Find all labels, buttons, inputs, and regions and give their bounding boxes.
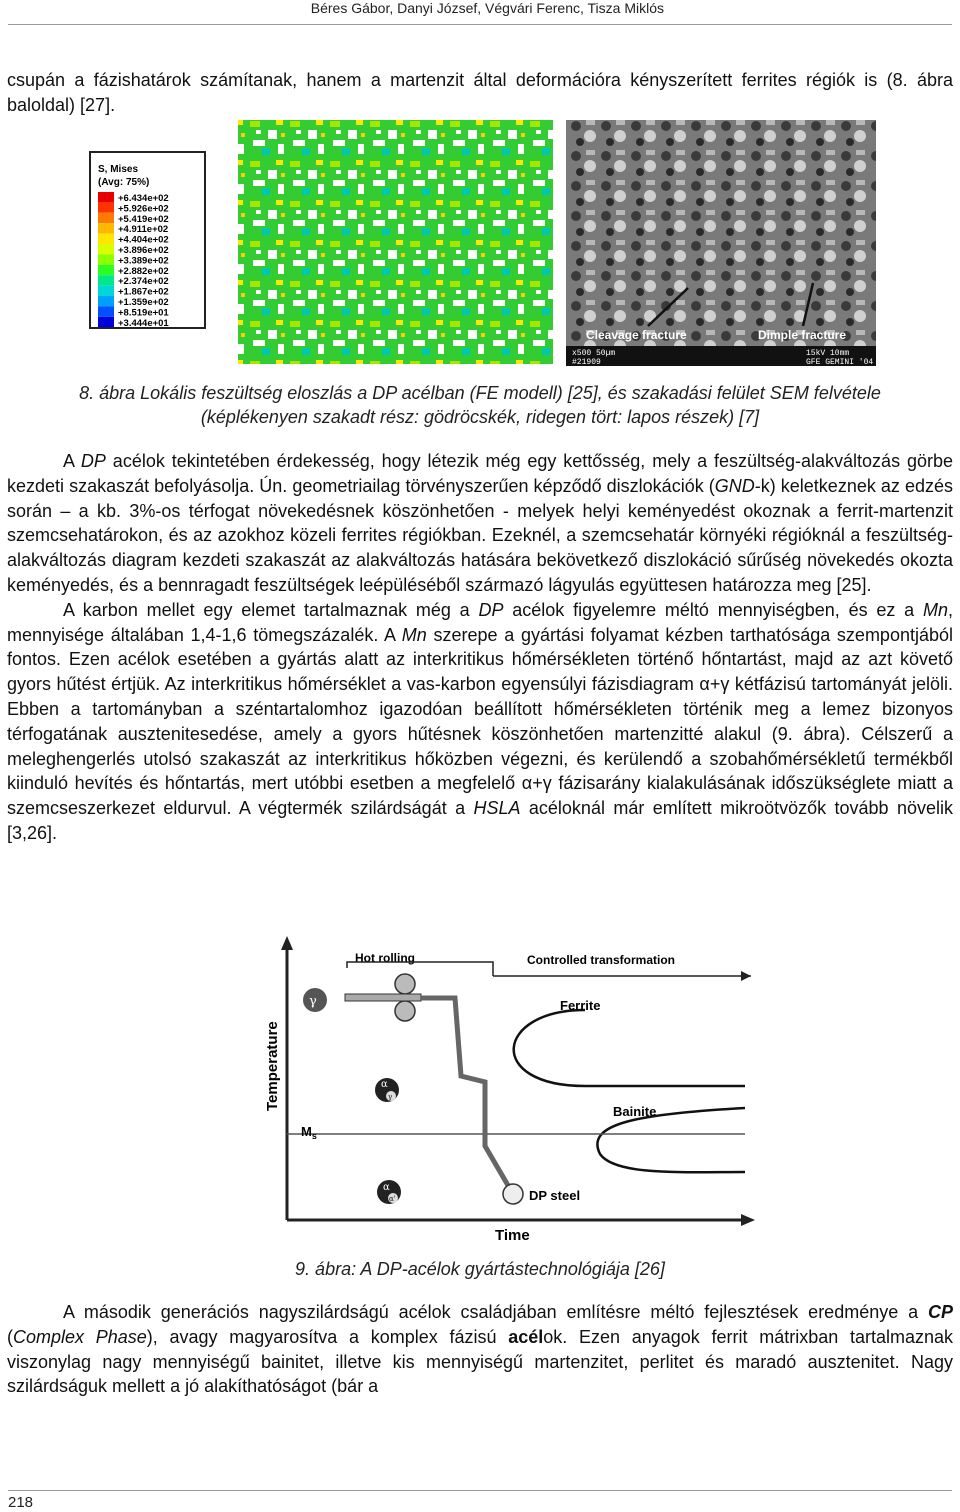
- legend-swatch: [98, 286, 114, 296]
- intro-text: csupán a fázishatárok számítanak, hanem a martenzit által deformációra kényszerített ferrites régiók is (8. ábra baloldal) [27].: [7, 70, 953, 115]
- p2-text-c: , mennyisége általában 1,4-1,6 tömegszázalék. A: [7, 599, 953, 645]
- legend-value: +4.911e+02: [118, 224, 169, 236]
- p2-text-d: szerepe a gyártási folyamat kézben tarthatósága szempontjából fontos. Ezen acélok esetében a gyártás alatt az interkritikus hőmérsékleten történő hőntartást, majd az azt követő gyors hűtést értjük. Az interkritikus hőmérséklet a vas-karbon egyensúlyi fázisdiagram α+γ kétfázisú tartományát jelöli. Ebben a tartományban a széntartalomhoz igazodóan beállított hőmérsékleten történik meg a lemez bizonyos térfogatának ausztenitesedése, amely a gyors hűtésnek köszönhetően martenzitté alakul (9. ábra). Célszerű a meleghengerlés utolsó szakaszát az interkritikus hőközben végezni, és kerülendő a szobahőmérsékletű termékből kiinduló hevítés és hőntartás, mert utóbbi esetben a megfelelő α+γ fázisarány kialakulásának időszükséglete miatt a szemcseszerkezet eldurvul. A végtermék szilárdságát a: [7, 624, 953, 819]
- p2-dp: DP: [478, 599, 504, 620]
- legend-swatch: [98, 244, 114, 254]
- controlled-transformation-label: Controlled transformation: [527, 953, 676, 967]
- p3-text-b: (: [7, 1326, 13, 1347]
- roller-bottom: [395, 1001, 415, 1021]
- legend-swatch: [98, 223, 114, 233]
- legend-value: +5.419e+02: [118, 213, 169, 225]
- bainite-label: Bainite: [613, 1104, 657, 1119]
- roller-top: [395, 974, 415, 994]
- time-label: Time: [495, 1227, 530, 1244]
- legend-swatch: [98, 317, 114, 327]
- legend-swatch: [98, 275, 114, 285]
- p1-text-c: -k) keletkeznek az edzés során – a kb. 3%-os térfogat növekedésnek köszönhetően - melyek helyi keményedést okoznak a ferrit-martenzit szemcsehatárokon, és az azokhoz közeli ferrites régiókban. Ezeknél, a szemcsehatár környéki régióknál a feszültség-alakváltozás diagram kezdeti szakaszát az alakváltozás hatására bekövetkező diszlokáció sűrűség növekedés okozta keményedés, és a bennragadt feszültségek leépüléséből származó lágyulás együttesen határozza meg [25].: [7, 475, 953, 595]
- sem-id-left: #21909: [572, 358, 601, 367]
- p2-mn-1: Mn: [922, 599, 948, 620]
- p2-text-a: A karbon mellet egy elemet tartalmaznak még a: [63, 599, 479, 620]
- intro-paragraph: [7, 68, 953, 118]
- fem-legend-avg: (Avg: 75%): [98, 177, 150, 188]
- legend-value: +3.444e+01: [118, 317, 169, 329]
- sem-id-right: GFE GEMINI '04: [806, 358, 874, 367]
- p3-text-d: ok. Ezen anyagok ferrit mátrixban tartalmaznak viszonylag nagy mennyiségű bainitet, illetve kis mennyiségű martenzitet, perlitet és maradó ausztenitet. Nagy szilárdságuk mellett a jó alakíthatóságot (bár a: [7, 1326, 953, 1397]
- header-rule: [8, 24, 952, 25]
- header-authors: Béres Gábor, Danyi József, Végvári Ferenc, Tisza Miklós: [310, 0, 664, 16]
- p3-acel: acél: [508, 1326, 544, 1347]
- sem-scale-right: 15kV 10mm: [806, 349, 850, 358]
- p2-text-b: acélok figyelemre méltó mennyiségben, és ez a: [503, 599, 923, 620]
- legend-swatch: [98, 213, 114, 223]
- p2-hsla: HSLA: [473, 798, 521, 819]
- legend-swatch: [98, 296, 114, 306]
- sem-label-dimple: Dimple fracture: [758, 328, 847, 342]
- figure-8-caption: 8. ábra Lokális feszültség eloszlás a DP acélban (FE modell) [25], és szakadási felület SEM felvétele (képlékenyen szakadt rész: gödröcskék, ridegen tört: lapos részek) [7]: [79, 383, 881, 427]
- legend-value: +3.896e+02: [118, 245, 169, 256]
- paragraph-3: [7, 1300, 953, 1399]
- legend-value: +6.434e+02: [118, 193, 169, 204]
- page-header: [0, 0, 960, 24]
- p3-cp: CP: [927, 1302, 953, 1322]
- figure-9: [255, 936, 755, 1248]
- sem-label-cleavage: Cleavage fracture: [586, 328, 687, 342]
- legend-value: +2.374e+02: [118, 276, 169, 288]
- p1-text-b: acélok tekintetében érdekesség, hogy létezik még egy kettősség, mely a feszültség-alakváltozás görbe kezdeti szakaszát befolyásolja. Ún. geometriailag törvényszerűen képződő diszlokációk (: [7, 451, 953, 496]
- fem-legend-title: S, Mises: [98, 164, 139, 175]
- legend-value: +8.519e+01: [118, 307, 169, 319]
- page-number: 218: [8, 1494, 34, 1511]
- legend-swatch: [98, 234, 114, 244]
- alpha-symbol-2: α: [383, 1182, 390, 1193]
- legend-swatch: [98, 265, 114, 275]
- figure-8: [88, 118, 878, 368]
- dp-steel-label: DP steel: [529, 1188, 581, 1203]
- p3-text-a: A második generációs nagyszilárdságú acélok családjában említésre méltó fejlesztések eredménye a: [63, 1302, 928, 1322]
- paragraph-1: [7, 449, 953, 846]
- legend-value: +3.389e+02: [118, 255, 169, 267]
- ferrite-label: Ferrite: [560, 998, 601, 1013]
- alpha-symbol-1: α: [381, 1079, 388, 1090]
- ms-label: $M_s$: [301, 1124, 317, 1141]
- fem-legend-rows: [98, 192, 169, 329]
- figure-9-caption: 9. ábra: A DP-acélok gyártástechnológiája [26]: [295, 1259, 665, 1279]
- dp-steel-microstructure: [503, 1184, 523, 1204]
- legend-swatch: [98, 254, 114, 264]
- legend-value: +4.404e+02: [118, 234, 169, 246]
- sem-scale-left: x500 50µm: [572, 349, 616, 358]
- legend-swatch: [98, 192, 114, 202]
- legend-swatch: [98, 306, 114, 316]
- p1-text-a: A: [63, 451, 81, 471]
- alpha-prime-symbol: α': [389, 1195, 396, 1203]
- p2-text-e: acéloknál már említett mikroötvözők tovább növelik [3,26].: [7, 798, 953, 843]
- legend-value: +2.882e+02: [118, 265, 169, 277]
- legend-value: +1.359e+02: [118, 297, 169, 308]
- legend-value: +5.926e+02: [118, 203, 169, 215]
- footer-rule: [8, 1490, 952, 1491]
- hot-rolling-label: Hot rolling: [355, 951, 415, 965]
- p1-dp: DP: [80, 451, 106, 471]
- gamma-symbol-2: γ: [388, 1093, 393, 1101]
- temperature-label: Temperature: [264, 1021, 281, 1111]
- p1-gnd: GND: [714, 475, 755, 496]
- cooling-path: [421, 998, 513, 1194]
- p2-mn-2: Mn: [401, 624, 427, 645]
- p3-complex-phase: Complex Phase: [13, 1326, 147, 1347]
- p3-text-c: ), avagy magyarosítva a komplex fázisú: [146, 1326, 509, 1347]
- gamma-symbol: γ: [309, 994, 317, 1009]
- legend-swatch: [98, 202, 114, 212]
- legend-value: +1.867e+02: [118, 286, 169, 298]
- fem-stress-map: [238, 120, 553, 364]
- ferrite-curve: [514, 1010, 745, 1086]
